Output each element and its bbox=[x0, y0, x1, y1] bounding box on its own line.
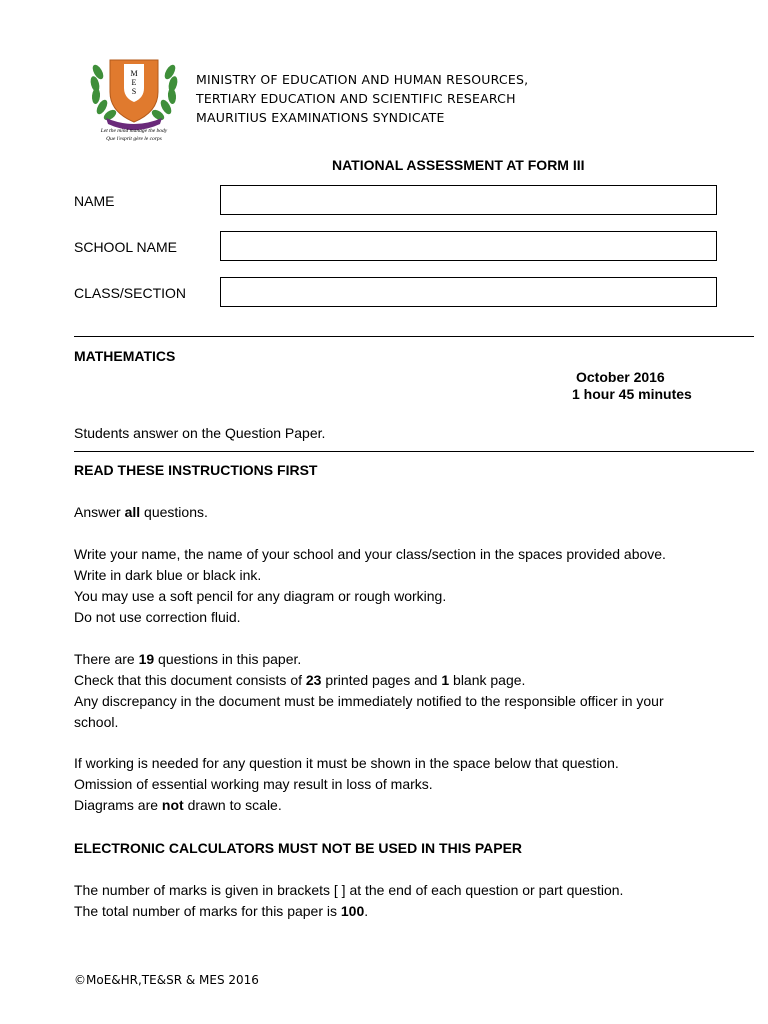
writing-instructions bbox=[74, 544, 666, 628]
subject-title: MATHEMATICS bbox=[74, 348, 176, 364]
pages-check-line: Check that this document consists of 23 printed pages and 1 blank page. bbox=[74, 672, 526, 688]
instruction-line: Write in dark blue or black ink. bbox=[74, 567, 262, 583]
name-label: NAME bbox=[74, 193, 115, 209]
exam-duration: 1 hour 45 minutes bbox=[572, 386, 692, 402]
marks-line: The number of marks is given in brackets [ ] at the end of each question or part question. bbox=[74, 882, 624, 898]
paper-info bbox=[74, 649, 664, 733]
ministry-line: TERTIARY EDUCATION AND SCIENTIFIC RESEARCH bbox=[196, 91, 516, 106]
svg-text:Que l'esprit gère le corps: Que l'esprit gère le corps bbox=[106, 136, 162, 142]
working-instructions bbox=[74, 753, 619, 816]
divider bbox=[74, 336, 754, 337]
svg-text:E: E bbox=[131, 78, 137, 87]
class-section-label: CLASS/SECTION bbox=[74, 285, 187, 301]
svg-text:Let the mind manage the body: Let the mind manage the body bbox=[100, 128, 168, 134]
instruction-line: Any discrepancy in the document must be immediately notified to the responsible officer in your bbox=[74, 693, 664, 709]
instruction-line: Omission of essential working may result in loss of marks. bbox=[74, 776, 433, 792]
diagrams-line: Diagrams are not drawn to scale. bbox=[74, 797, 282, 813]
answer-note: Students answer on the Question Paper. bbox=[74, 425, 326, 441]
exam-date: October 2016 bbox=[576, 369, 665, 385]
total-marks-line: The total number of marks for this paper is 100. bbox=[74, 903, 369, 919]
mes-logo bbox=[84, 52, 184, 142]
svg-text:S: S bbox=[131, 87, 137, 96]
instruction-line: Write your name, the name of your school and your class/section in the spaces provided above. bbox=[74, 546, 666, 562]
instruction-line: school. bbox=[74, 714, 119, 730]
ministry-header bbox=[196, 70, 528, 127]
school-name-label: SCHOOL NAME bbox=[74, 239, 177, 255]
instruction-line: If working is needed for any question it must be shown in the space below that question. bbox=[74, 755, 619, 771]
class-section-field[interactable] bbox=[220, 277, 717, 307]
exam-title: NATIONAL ASSESSMENT AT FORM III bbox=[332, 157, 585, 173]
instructions-heading: READ THESE INSTRUCTIONS FIRST bbox=[74, 462, 318, 478]
svg-text:M: M bbox=[130, 69, 138, 78]
answer-all-line: Answer all questions. bbox=[74, 504, 208, 520]
copyright-footer: ©MoE&HR,TE&SR & MES 2016 bbox=[74, 973, 259, 987]
school-name-field[interactable] bbox=[220, 231, 717, 261]
divider bbox=[74, 451, 754, 452]
instruction-line: You may use a soft pencil for any diagram or rough working. bbox=[74, 588, 447, 604]
marks-info bbox=[74, 880, 623, 922]
questions-count-line: There are 19 questions in this paper. bbox=[74, 651, 302, 667]
ministry-line: MAURITIUS EXAMINATIONS SYNDICATE bbox=[196, 110, 445, 125]
calculator-warning: ELECTRONIC CALCULATORS MUST NOT BE USED IN THIS PAPER bbox=[74, 840, 523, 856]
name-field[interactable] bbox=[220, 185, 717, 215]
ministry-line: MINISTRY OF EDUCATION AND HUMAN RESOURCES, bbox=[196, 72, 529, 87]
instruction-line: Do not use correction fluid. bbox=[74, 609, 241, 625]
